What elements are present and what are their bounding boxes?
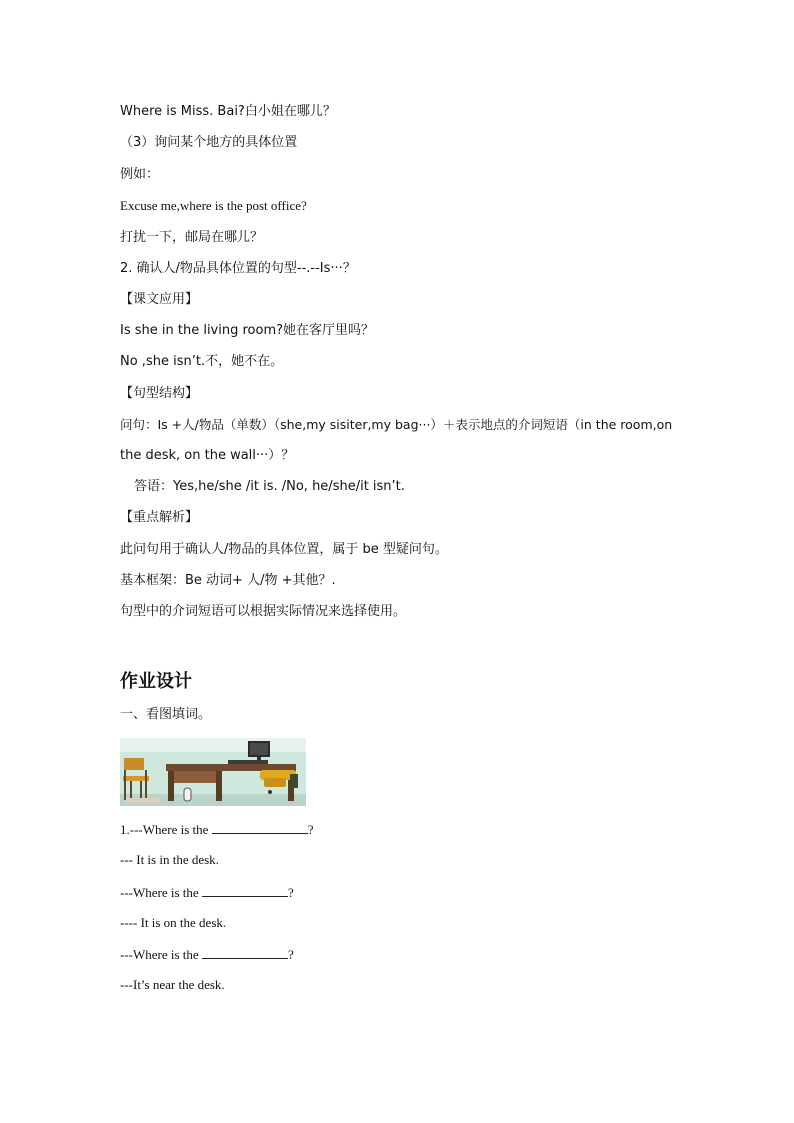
- answer-3: ---It’s near the desk.: [120, 977, 225, 992]
- question-2-text: ---Where is the: [120, 885, 199, 900]
- text-line: 打扰一下，邮局在哪儿？: [120, 230, 264, 245]
- question-mark: ?: [307, 822, 314, 837]
- section-label: 【重点解析】: [120, 510, 199, 525]
- text-line: Excuse me,where is the post office?: [120, 198, 307, 213]
- text-line: 句型中的介词短语可以根据实际情况来选择使用。: [120, 604, 407, 619]
- text-line: 2. 确认人/物品具体位置的句型--.--Is···？: [120, 261, 356, 276]
- question-1: [120, 821, 313, 838]
- question-3-text: ---Where is the: [120, 947, 199, 962]
- text-line: 此问句用于确认人/物品的具体位置，属于 be 型疑问句。: [120, 542, 448, 557]
- text-line: the desk, on the wall···）？: [120, 448, 295, 463]
- exercise-instruction: 一、看图填词。: [120, 707, 212, 722]
- answer-blank-3[interactable]: [202, 946, 288, 959]
- text-line: 例如：: [120, 167, 160, 182]
- section-label: 【句型结构】: [120, 386, 199, 401]
- answer-1: --- It is in the desk.: [120, 852, 219, 867]
- text-line: Is she in the living room?她在客厅里吗？: [120, 323, 375, 338]
- text-line: 答语：Yes,he/she /it is. /No, he/she/it isn’t.: [134, 479, 405, 494]
- question-mark: ?: [287, 947, 294, 962]
- text-line: Where is Miss. Bai?白小姐在哪儿？: [120, 104, 336, 119]
- question-mark: ?: [287, 885, 294, 900]
- section-label: 【课文应用】: [120, 292, 199, 307]
- answer-blank-1[interactable]: [212, 821, 308, 834]
- answer-2: ---- It is on the desk.: [120, 915, 227, 930]
- text-line: （3）询问某个地方的具体位置: [120, 135, 298, 150]
- text-line: No ,she isn’t.不，她不在。: [120, 354, 284, 369]
- question-3: [120, 946, 294, 963]
- answer-blank-2[interactable]: [202, 884, 288, 897]
- homework-title: 作业设计: [120, 671, 192, 692]
- text-line: 基本框架：Be 动词+ 人/物 +其他？.: [120, 573, 336, 588]
- question-1-text: 1.---Where is the: [120, 822, 209, 837]
- desk-scene-illustration: [120, 738, 306, 806]
- question-2: [120, 884, 294, 901]
- text-line: 问句：Is +人/物品（单数）（she,my sisiter,my bag···）＋表示地点的介词短语（in the room,on: [120, 417, 673, 432]
